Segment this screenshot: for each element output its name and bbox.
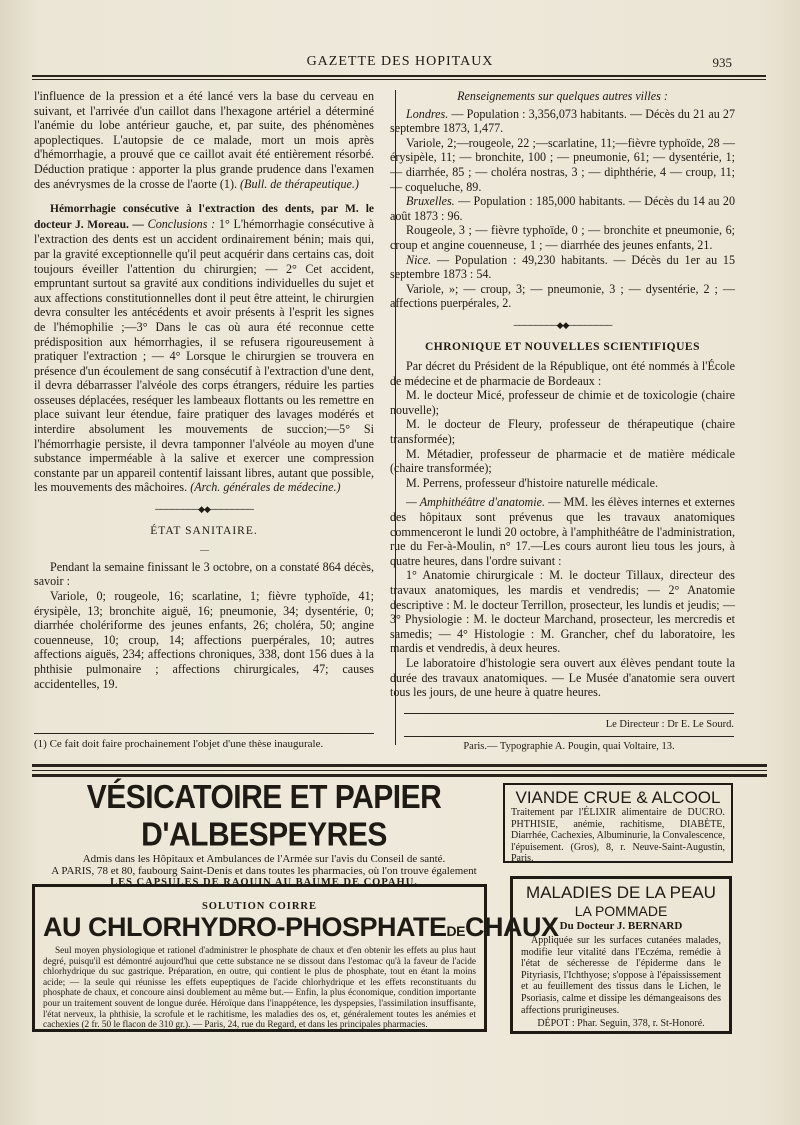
- nice-detail: Variole, »; — croup, 3; — pneumonie, 3 ; — dysentérie, 2 ; — affections puerpérales, 2.: [390, 281, 735, 311]
- vesicatoire-title: VÉSICATOIRE ET PAPIER D'ALBESPEYRES: [86, 779, 442, 854]
- intro-paragraph: l'influence de la pression et a été lancé vers la base du cerveau en suivant, et l'arrivée d'un caillot dans l'hexagone artériel a déterminé l'anémie du lobe antérieur gauche, et, par suite, des phénomènes apoplectiques. L'autopsie de ce malade, mort un mois après d'hémorrhagie, a prouvé que ce caillot avait été entièrement résorbé. Déduction pratique : apporter la plus grande prudence dans l'examen des anévrysmes de la crosse de l'aorte (1).: [34, 89, 374, 191]
- bruxelles-detail: Rougeole, 3 ; — fièvre typhoïde, 0 ; — bronchite et pneumonie, 6; croup et angine couenneuse, 1 ; — diarrhée des jeunes enfants, 21.: [390, 223, 735, 252]
- viande-crue-text: Traitement par l'ÉLIXIR alimentaire de DUCRO. PHTHISIE, anémie, rachitisme, DIABÈTE, Diarrhée, Cachexies, Albuminurie, la Convalescence, l'épuisement. (Gros), 8, r. Neuve-Saint-Augustin, Paris.: [511, 807, 725, 864]
- viande-crue-ad: [503, 783, 733, 863]
- nomination-1: M. le docteur Micé, professeur de chimie et de toxicologie (chaire nouvelle);: [390, 388, 735, 417]
- chronique-title: CHRONIQUE ET NOUVELLES SCIENTIFIQUES: [424, 340, 700, 353]
- vesicatoire-line2: A PARIS, 78 et 80, faubourg Saint-Denis et dans toutes les pharmacies, où l'on trouve également: [51, 865, 477, 877]
- hemorrhagie-title: Hémorrhagie consécutive à l'extraction des dents, par M. le docteur J. Moreau. —: [34, 203, 374, 231]
- chaux-title-main: AU CHLORHYDRO-PHOSPHATE: [43, 912, 447, 942]
- ads-rule-thin: [32, 770, 767, 771]
- hemorrhagie-body: 1° L'hémorrhagie consécutive à l'extraction des dents est un accident ordinairement bénin; mais qui, par la gravité exceptionnelle qu'il peut acquérir dans certains cas, doit toujours éveiller l'attention du chirurgien; — 2° Cet accident, empruntant surtout sa gravité aux conditions individuelles du sujet et aux affections constitutionnelles dont il peut être atteint, le chirurgien devra consulter les antécédents et avoir présents à l'esprit les signes de l'hémophilie ;—3° Dans le cas où aura été reconnue cette prédisposition aux hémorrhagies, il se refusera rigoureusement à pratiquer l'extraction ; — 4° Lorsque le chirurgien se trouvera en présence d'un écoulement de sang consécutif à l'extraction d'une dent, il devra débarrasser l'alvéole des corps étrangers, réduire les parties osseuses déplacées, reséquer les lambeaux flottants ou les remettre en place suivant leur étendue, faire pratiquer des lavages modérés et interdire absolument les mouvements de succion;—5° Si l'hémorrhagie persiste, il devra tamponner l'alvéole au moyen d'une substance imperméable à la salive et exercer une compression constante par un appareil contentif laissant libres, autant que possible, les mouvements des mâchoires.: [34, 216, 375, 495]
- chaux-title-de: DE: [446, 923, 465, 939]
- peau-author: Du Docteur J. BERNARD: [559, 920, 683, 932]
- nomination-2: M. le docteur de Fleury, professeur de thérapeutique (chaire transformée);: [390, 417, 735, 447]
- nice-text: — Population : 49,230 habitants. — Décès du 1er au 15 septembre 1873 : 54.: [390, 252, 735, 282]
- chaux-title-end: CHAUX: [464, 912, 559, 942]
- hemorrhagie-source: (Arch. générales de médecine.): [190, 480, 341, 495]
- bruxelles-text: — Population : 185,000 habitants. — Décès du 14 au 20 août 1873 : 96.: [390, 194, 735, 223]
- chlorhydro-phosphate-ad: [32, 884, 559, 1032]
- chaux-text: Seul moyen physiologique et rationel d'administrer le phosphate de chaux et d'en obtenir les effets au plus haut degré, puisqu'il est démontré aujourd'hui que cette substance ne se dissout dans l'estomac qu'à la faveur de l'acide chlorhydrique du suc gastrique. Préparation, en outre, qui contient le plus de phosphate, tout en étant la moins acide; — la seule qui réunisse les effets eupeptiques de l'acide chlorhydrique et les effets reconstituants du phosphate de chaux, et concoure ainsi doublement au même but.— Enfin, la plus économique, condition importante pour un traitement souvent de longue durée. Héroïque dans l'inappétence, les dyspepsies, l'assimilation insuffisante, l'état nerveux, la phthisie, la scrofule et le rachitisme, les maladies des os, et, généralement toutes les anémies et cachexies (2 fr. 50 le flacon de 310 gr.). — Paris, 24, rue du Regard, et dans les principales pharmacies.: [43, 946, 476, 1031]
- cours-list: 1° Anatomie chirurgicale : M. le docteur Tillaux, directeur des travaux anatomiques, les mardis et vendredis; — 2° Anatomie descriptive : M. le docteur Terrillon, prosecteur, les lundis et jeudis; — 3° Physiologie : M. le docteur Marchand, prosecteur, les mercredis et samedis; — 4° Histologie : M. Grancher, chef du laboratoire, les mardis et vendredis, à deux heures.: [390, 568, 735, 656]
- peau-title: MALADIES DE LA PEAU: [526, 883, 716, 902]
- hemorrhagie-label: Conclusions :: [147, 216, 216, 231]
- londres-label: Londres.: [406, 106, 449, 121]
- amphitheatre-text: — MM. les élèves internes et externes des hôpitaux sont prévenus que les travaux anatomiques commenceront le lundi 20 octobre, à l'amphithéâtre de l'administration, rue du Fer-à-Moulin, n° 17.—Les cours auront lieu tous les jours, à quatre heures, dans l'ordre suivant :: [390, 495, 735, 568]
- vesicatoire-ad: [30, 779, 498, 888]
- imprimeur-line: Paris.— Typographie A. Pougin, quai Voltaire, 13.: [463, 741, 675, 752]
- right-column: [390, 89, 735, 700]
- maladies-peau-ad: [510, 876, 732, 1034]
- bruxelles-label: Bruxelles.: [406, 194, 455, 209]
- etat-sanitaire-body: Pendant la semaine finissant le 3 octobre, on a constaté 864 décès, savoir :: [34, 559, 374, 589]
- imprimeur-rule: [404, 736, 734, 737]
- etat-sanitaire-list: Variole, 0; rougeole, 16; scarlatine, 1; fièvre typhoïde, 41; érysipèle, 13; bronchite aiguë, 16; pneumonie, 34; dysentérie, 0; diarrhée cholériforme des jeunes enfants, 26; choléra, 50; angine couenneuse, 10; croup, 14; affections puerpérales, 10; autres affections aiguës, 234; affections chroniques, 338, dont 156 dues à la phthisie pulmonaire ; affections chirurgicales, 47; causes accidentelles, 19.: [34, 589, 374, 691]
- chaux-title: [43, 912, 559, 946]
- intro-source: (Bull. de thérapeutique.): [240, 176, 359, 191]
- peau-subtitle: LA POMMADE: [574, 903, 668, 919]
- page-header-title: GAZETTE DES HOPITAUX: [306, 54, 494, 69]
- directeur-signature: Le Directeur : Dr E. Le Sourd.: [605, 719, 734, 730]
- ads-rule-bottom: [32, 774, 767, 777]
- decret-text: Par décret du Président de la République, ont été nommés à l'École de médecine et de pharmacie de Bordeaux :: [390, 359, 735, 388]
- londres-detail: Variole, 2;—rougeole, 22 ;—scarlatine, 11;—fièvre typhoïde, 28 — érysipèle, 11; — bronchite, 100 ; — pneumonie, 61; — dysentérie, 1; — diarrhée, 85 ; — choléra nostras, 3 ; — diphthérie, 4 — croup, 11; — coqueluche, 89.: [390, 135, 735, 194]
- vesicatoire-line3: LES CAPSULES DE RAQUIN AU BAUME DE COPAHU.: [110, 877, 418, 888]
- renseignements-title: Renseignements sur quelques autres villes :: [457, 89, 668, 103]
- small-divider: —: [200, 545, 208, 556]
- page-number: 935: [712, 55, 732, 70]
- ornament-divider-right: ────────◆◆────────: [513, 319, 612, 330]
- vesicatoire-line1: Admis dans les Hôpitaux et Ambulances de l'Armée sur l'avis du Conseil de santé.: [82, 853, 446, 865]
- londres-text: — Population : 3,356,073 habitants. — Décès du 21 au 27 septembre 1873, 1,477.: [390, 106, 735, 136]
- ornament-divider: ────────◆◆────────: [155, 504, 253, 515]
- directeur-rule: [404, 713, 734, 714]
- footnote-rule: [34, 733, 374, 734]
- header-rule: [32, 75, 766, 77]
- solution-label: SOLUTION COIRRE: [201, 901, 318, 912]
- etat-sanitaire-title: ÉTAT SANITAIRE.: [150, 524, 258, 537]
- peau-text: Appliquée sur les surfaces cutanées malades, modifie leur vitalité dans l'Eczéma, remédie à l'état de sécheresse de l'épiderme dans le Pityriasis, l'Ichthyose; s'oppose à l'épaississement et au feuillement des tissus dans le Lichen, le Psoriasis, calme et dissipe les démangeaisons des affections prurigineuses.: [521, 935, 721, 1016]
- footnote: (1) Ce fait doit faire prochainement l'objet d'une thèse inaugurale.: [34, 738, 324, 750]
- nomination-4: M. Perrens, professeur d'histoire naturelle médicale.: [406, 475, 659, 490]
- left-column: [34, 89, 374, 691]
- viande-crue-title: VIANDE CRUE & ALCOOL: [515, 788, 721, 807]
- nomination-3: M. Métadier, professeur de pharmacie et de matière médicale (chaire transformée);: [390, 446, 735, 476]
- nice-label: Nice.: [406, 252, 432, 267]
- peau-depot: DÉPOT : Phar. Seguin, 378, r. St-Honoré.: [537, 1018, 705, 1030]
- ads-rule-top: [32, 764, 767, 767]
- laboratoire-text: Le laboratoire d'histologie sera ouvert aux élèves pendant toute la durée des travaux anatomiques. — Le Musée d'anatomie sera ouvert tous les jours, de une heure à quatre heures.: [390, 655, 735, 700]
- amphitheatre-label: — Amphithéâtre d'anatomie.: [406, 495, 545, 510]
- header-rule-thin: [32, 79, 766, 80]
